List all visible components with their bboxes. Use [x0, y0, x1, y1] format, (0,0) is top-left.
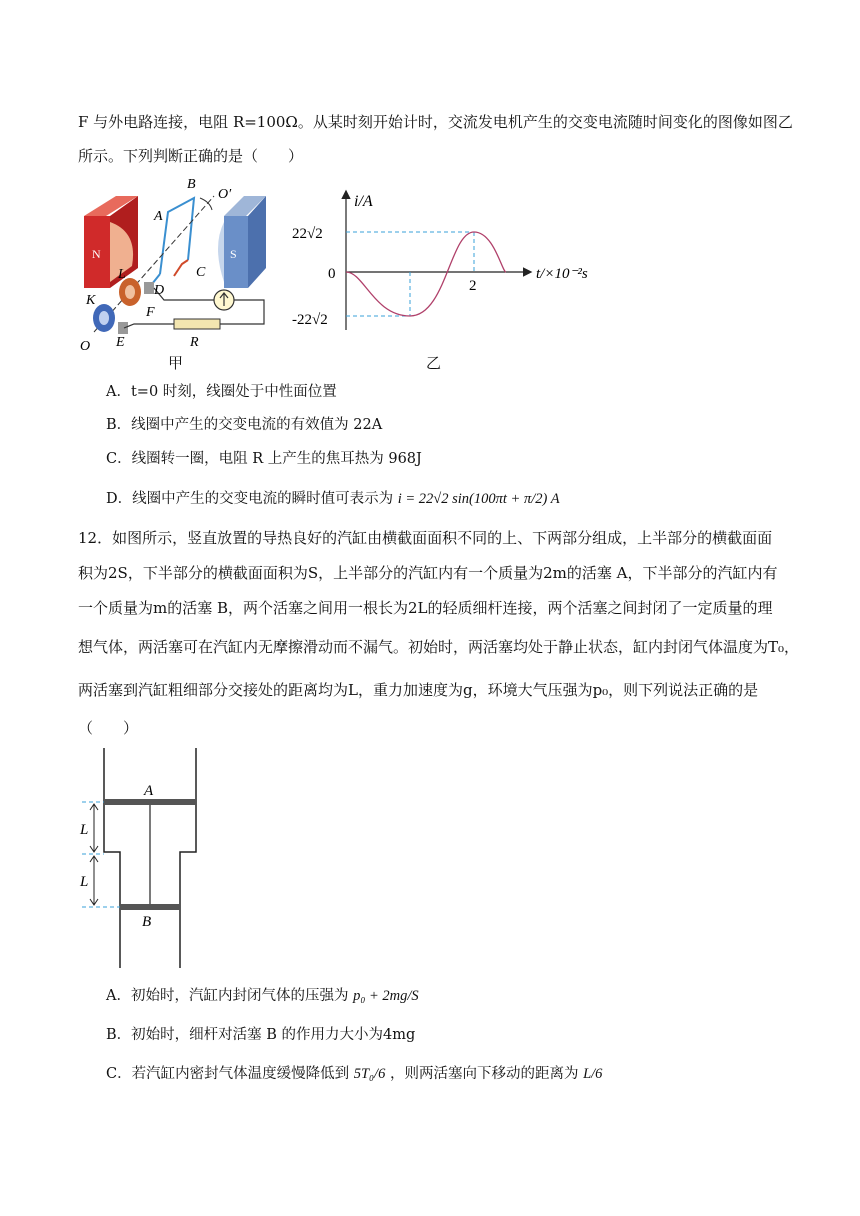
q11-option-d-formula: i = 22√2 sin(100πt + π/2) A: [397, 491, 560, 507]
label-e: E: [116, 335, 125, 350]
q12-option-a: [106, 986, 419, 1006]
label-b: B: [187, 177, 196, 192]
label-o: O: [80, 339, 91, 354]
q12-option-c: [106, 1064, 602, 1084]
y-tick-zero: 0: [328, 266, 336, 282]
q12-option-c-temp: 5T₀/6: [353, 1066, 386, 1082]
y-tick-bottom: -22√2: [292, 312, 328, 328]
q12-text-line-1: 12．如图所示，竖直放置的导热良好的汽缸由横截面面积不同的上、下两部分组成，上半部分的横截面面: [78, 529, 773, 547]
q12-option-a-prefix: A．初始时，汽缸内封闭气体的压强为: [106, 988, 349, 1004]
cylinder-figure: [74, 748, 204, 970]
q11-option-c: C．线圈转一圈，电阻 R 上产生的焦耳热为 968J: [106, 451, 422, 467]
label-c: C: [196, 265, 206, 280]
q11-option-d: [106, 489, 560, 509]
q11-text-line-1: F 与外电路连接，电阻 R=100Ω。从某时刻开始计时，交流发电机产生的交变电流随时间变化的图像如图乙: [78, 113, 793, 131]
label-a: A: [154, 209, 163, 224]
magnet-n-label: N: [92, 247, 101, 261]
current-graph: [290, 182, 620, 332]
y-tick-top: 22√2: [292, 226, 323, 242]
generator-figure: [74, 176, 274, 364]
piston-a-label: A: [144, 783, 154, 799]
q12-text-line-5: 两活塞到汽缸粗细部分交接处的距离均为L，重力加速度为g，环境大气压强为p₀，则下列说法正确的是: [78, 681, 759, 699]
label-o-prime: O′: [218, 187, 232, 202]
label-f: F: [146, 305, 155, 320]
piston-b: [120, 904, 180, 910]
y-axis-label: i/A: [354, 193, 373, 210]
x-tick-2: 2: [469, 278, 477, 294]
q12-text-line-4: 想气体，两活塞可在汽缸内无摩擦滑动而不漏气。初始时，两活塞均处于静止状态，缸内封闭气体温度为T₀，: [78, 638, 800, 656]
x-axis-label: t/×10⁻²s: [536, 266, 588, 282]
q12-text-line-3: 一个质量为m的活塞 B，两个活塞之间用一根长为2L的轻质细杆连接，两个活塞之间封闭了一定质量的理: [78, 599, 773, 617]
piston-a: [104, 799, 196, 805]
q12-option-c-dist: L/6: [583, 1066, 603, 1082]
label-k: K: [86, 293, 96, 308]
length-label-lower: L: [80, 874, 89, 890]
q12-text-line-6: （ ）: [78, 719, 139, 737]
length-label-upper: L: [80, 822, 89, 838]
label-r: R: [190, 335, 199, 350]
label-d: D: [154, 283, 165, 298]
fig-jia-caption: 甲: [168, 354, 184, 372]
piston-b-label: B: [142, 914, 152, 930]
fig-yi-caption: 乙: [426, 354, 442, 372]
q12-text-line-2: 积为2S，下半部分的横截面面积为S，上半部分的汽缸内有一个质量为2m的活塞 A，下半部分的汽缸内有: [78, 564, 778, 582]
q12-option-c-mid: ，则两活塞向下移动的距离为: [389, 1066, 579, 1082]
label-l: L: [118, 267, 126, 282]
q12-option-b: B．初始时，细杆对活塞 B 的作用力大小为4mg: [106, 1027, 416, 1043]
q11-option-b: B．线圈中产生的交变电流的有效值为 22A: [106, 417, 383, 433]
q12-option-c-prefix: C．若汽缸内密封气体温度缓慢降低到: [106, 1066, 350, 1082]
q12-option-a-formula: p₀ + 2mg/S: [353, 988, 419, 1004]
q11-option-d-prefix: D．线圈中产生的交变电流的瞬时值可表示为: [106, 491, 394, 507]
magnet-s-label: S: [230, 247, 237, 261]
q11-option-a: A．t=0 时刻，线圈处于中性面位置: [106, 384, 337, 400]
q11-text-line-2: 所示。下列判断正确的是（ ）: [78, 147, 304, 165]
